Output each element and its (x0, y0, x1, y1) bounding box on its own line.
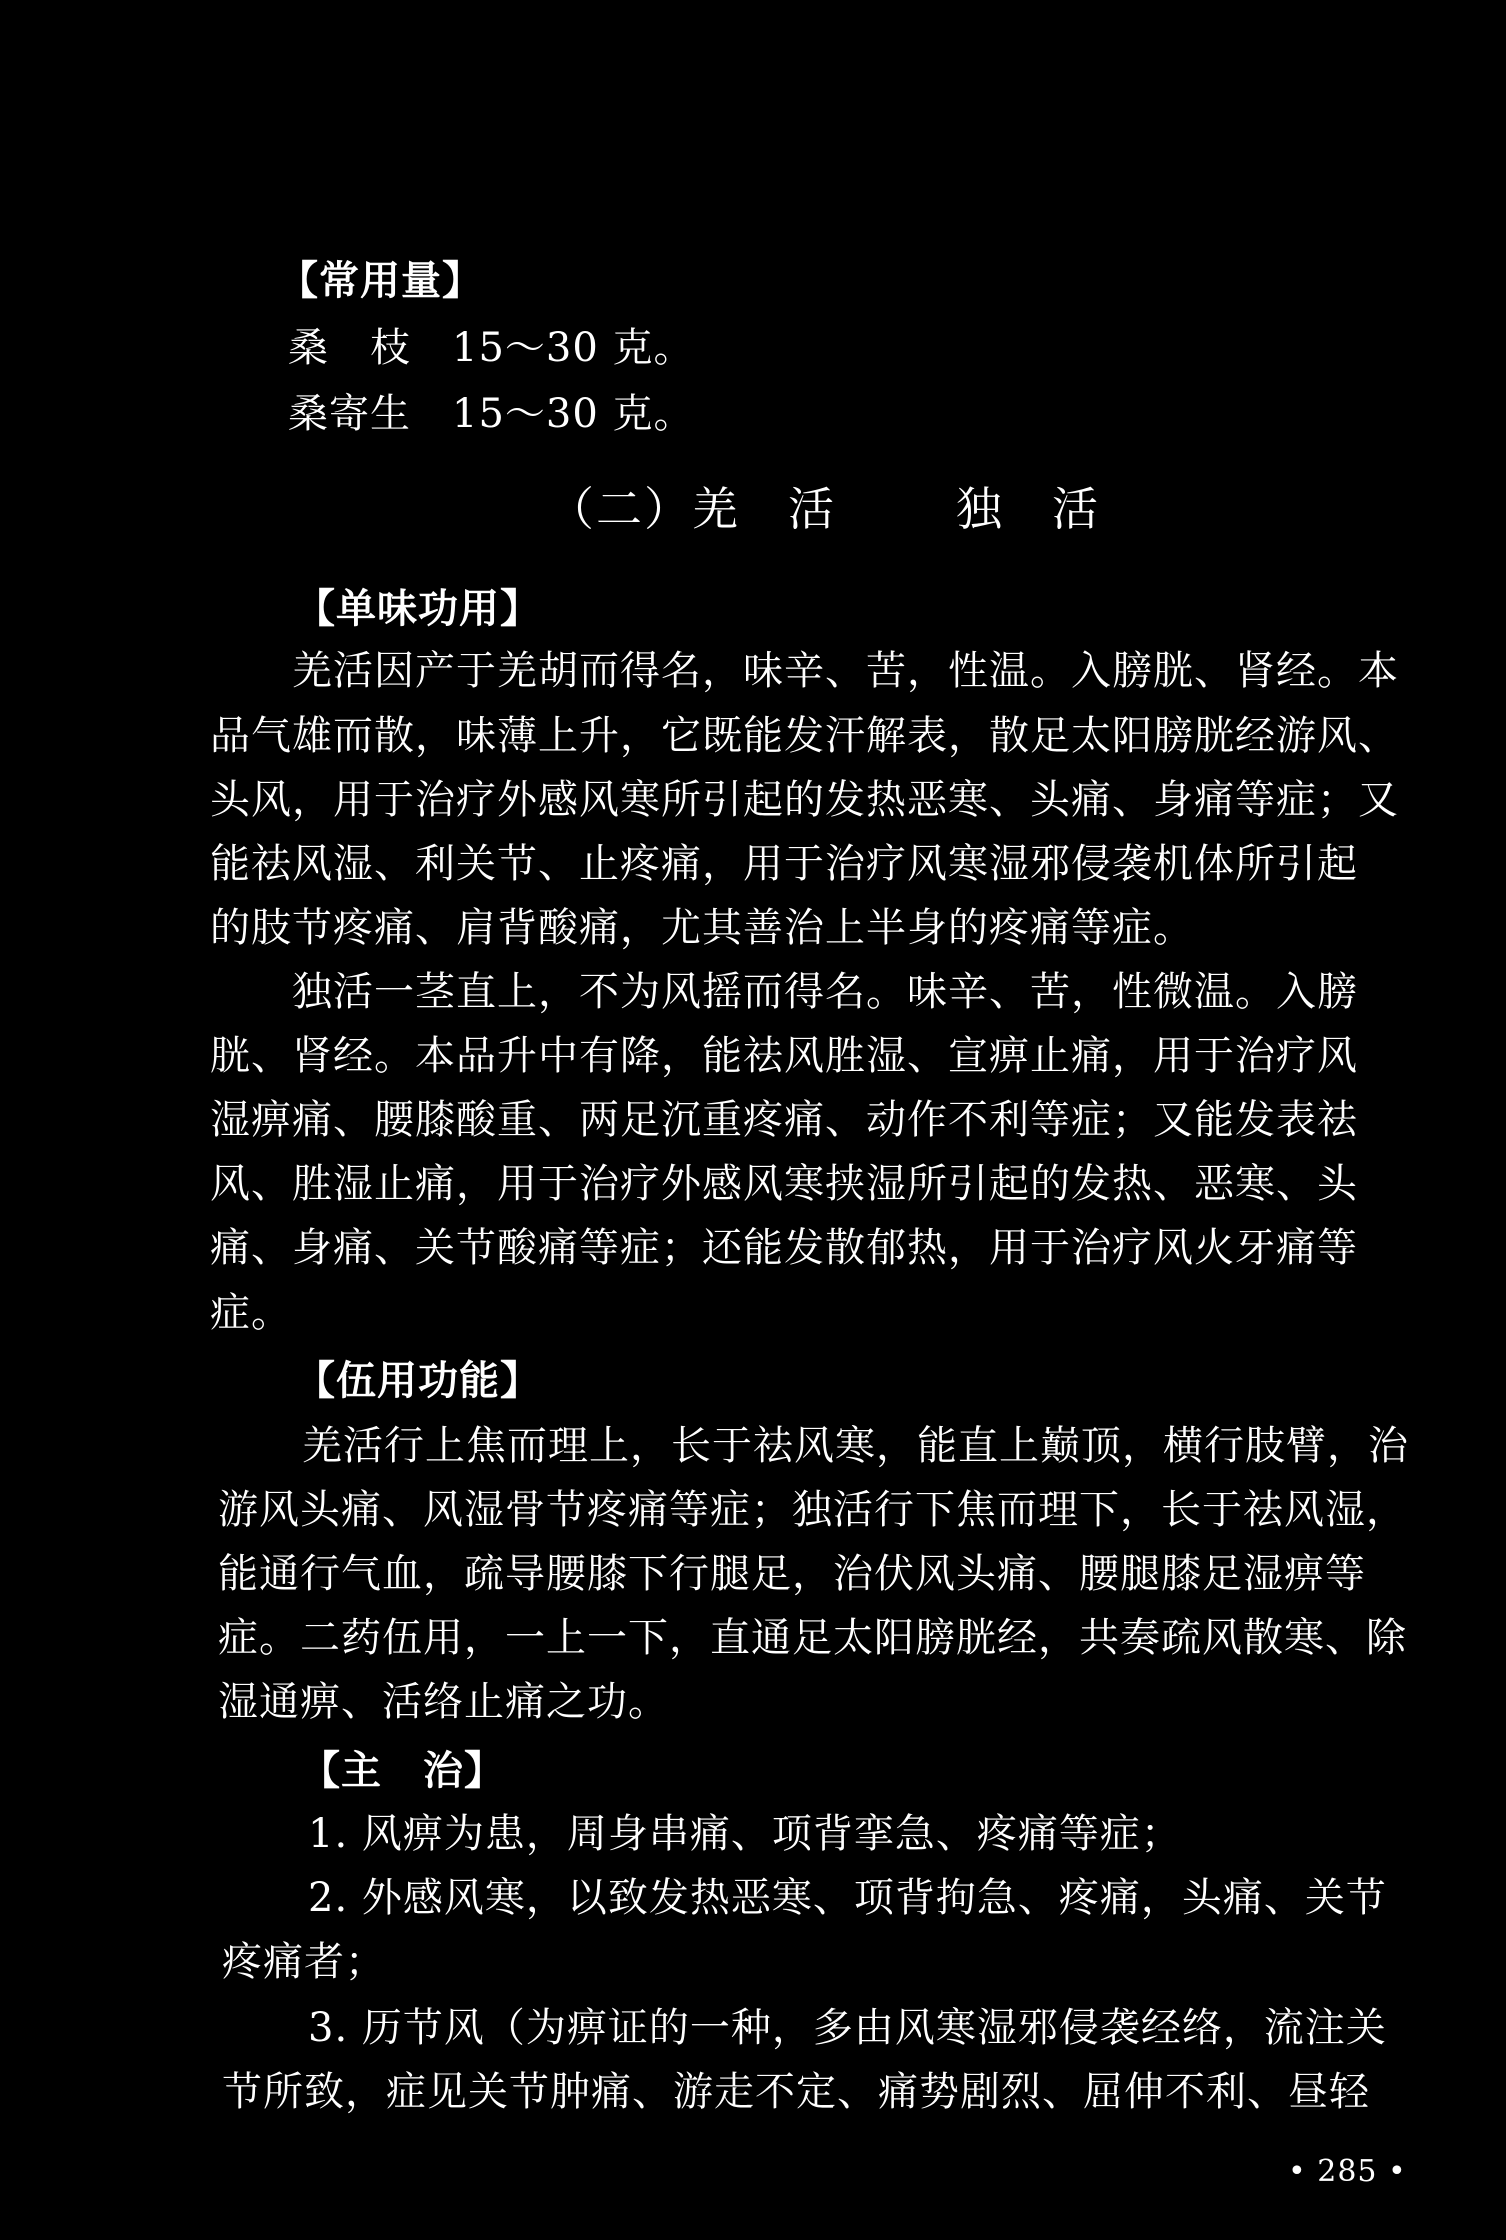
section-title (548, 483, 1100, 535)
paragraph-line: 症。二药伍用，一上一下，直通足太阳膀胱经，共奏疏风散寒、除 (218, 1615, 1407, 1661)
list-item: 节所致，症见关节肿痛、游走不定、痛势剧烈、屈伸不利、昼轻 (222, 2069, 1370, 2115)
list-item: 2. 外感风寒，以致发热恶寒、项背拘急、疼痛，头痛、关节 (308, 1875, 1387, 1921)
paragraph-line: 游风头痛、风湿骨节疼痛等症；独活行下焦而理下，长于祛风湿， (218, 1487, 1407, 1533)
page-number: • 285 • (1288, 2154, 1407, 2189)
paragraph-line: 的肢节疼痛、肩背酸痛，尤其善治上半身的疼痛等症。 (210, 905, 1194, 951)
indications-heading: 【主 治】 (300, 1748, 505, 1794)
paragraph-line: 痛、身痛、关节酸痛等症；还能发散郁热，用于治疗风火牙痛等 (210, 1225, 1358, 1271)
paragraph-line: 湿通痹、活络止痛之功。 (218, 1679, 669, 1725)
paragraph-line: 风、胜湿止痛，用于治疗外感风寒挟湿所引起的发热、恶寒、头 (210, 1161, 1358, 1207)
dosage-item: 桑寄生 15～30 克。 (288, 391, 695, 437)
list-item: 疼痛者； (222, 1939, 386, 1985)
paragraph-line: 羌活因产于羌胡而得名，味辛、苦，性温。入膀胱、肾经。本 (292, 648, 1399, 694)
paragraph-line: 羌活行上焦而理上，长于祛风寒，能直上巅顶，横行肢臂，治 (302, 1423, 1409, 1469)
paragraph-line: 头风，用于治疗外感风寒所引起的发热恶寒、头痛、身痛等症；又 (210, 777, 1399, 823)
section-title-prefix: （二）羌 活 (548, 482, 836, 536)
dosage-heading: 【常用量】 (278, 258, 483, 304)
paragraph-line: 独活一茎直上，不为风摇而得名。味辛、苦，性微温。入膀 (292, 969, 1358, 1015)
paragraph-line: 能通行气血，疏导腰膝下行腿足，治伏风头痛、腰腿膝足湿痹等 (218, 1551, 1366, 1597)
dosage-item: 桑 枝 15～30 克。 (288, 325, 695, 371)
paragraph-line: 湿痹痛、腰膝酸重、两足沉重疼痛、动作不利等症；又能发表祛 (210, 1097, 1358, 1143)
paragraph-line: 症。 (210, 1290, 292, 1336)
combined-use-heading: 【伍用功能】 (295, 1358, 541, 1404)
section-title-suffix: 独 活 (956, 482, 1100, 536)
paragraph-line: 能祛风湿、利关节、止疼痛，用于治疗风寒湿邪侵袭机体所引起 (210, 841, 1358, 887)
paragraph-line: 品气雄而散，味薄上升，它既能发汗解表，散足太阳膀胱经游风、 (210, 713, 1399, 759)
list-item: 3. 历节风（为痹证的一种，多由风寒湿邪侵袭经络，流注关 (308, 2005, 1387, 2051)
single-use-heading: 【单味功用】 (295, 586, 541, 632)
paragraph-line: 胱、肾经。本品升中有降，能祛风胜湿、宣痹止痛，用于治疗风 (210, 1033, 1358, 1079)
list-item: 1. 风痹为患，周身串痛、项背挛急、疼痛等症； (308, 1811, 1182, 1857)
